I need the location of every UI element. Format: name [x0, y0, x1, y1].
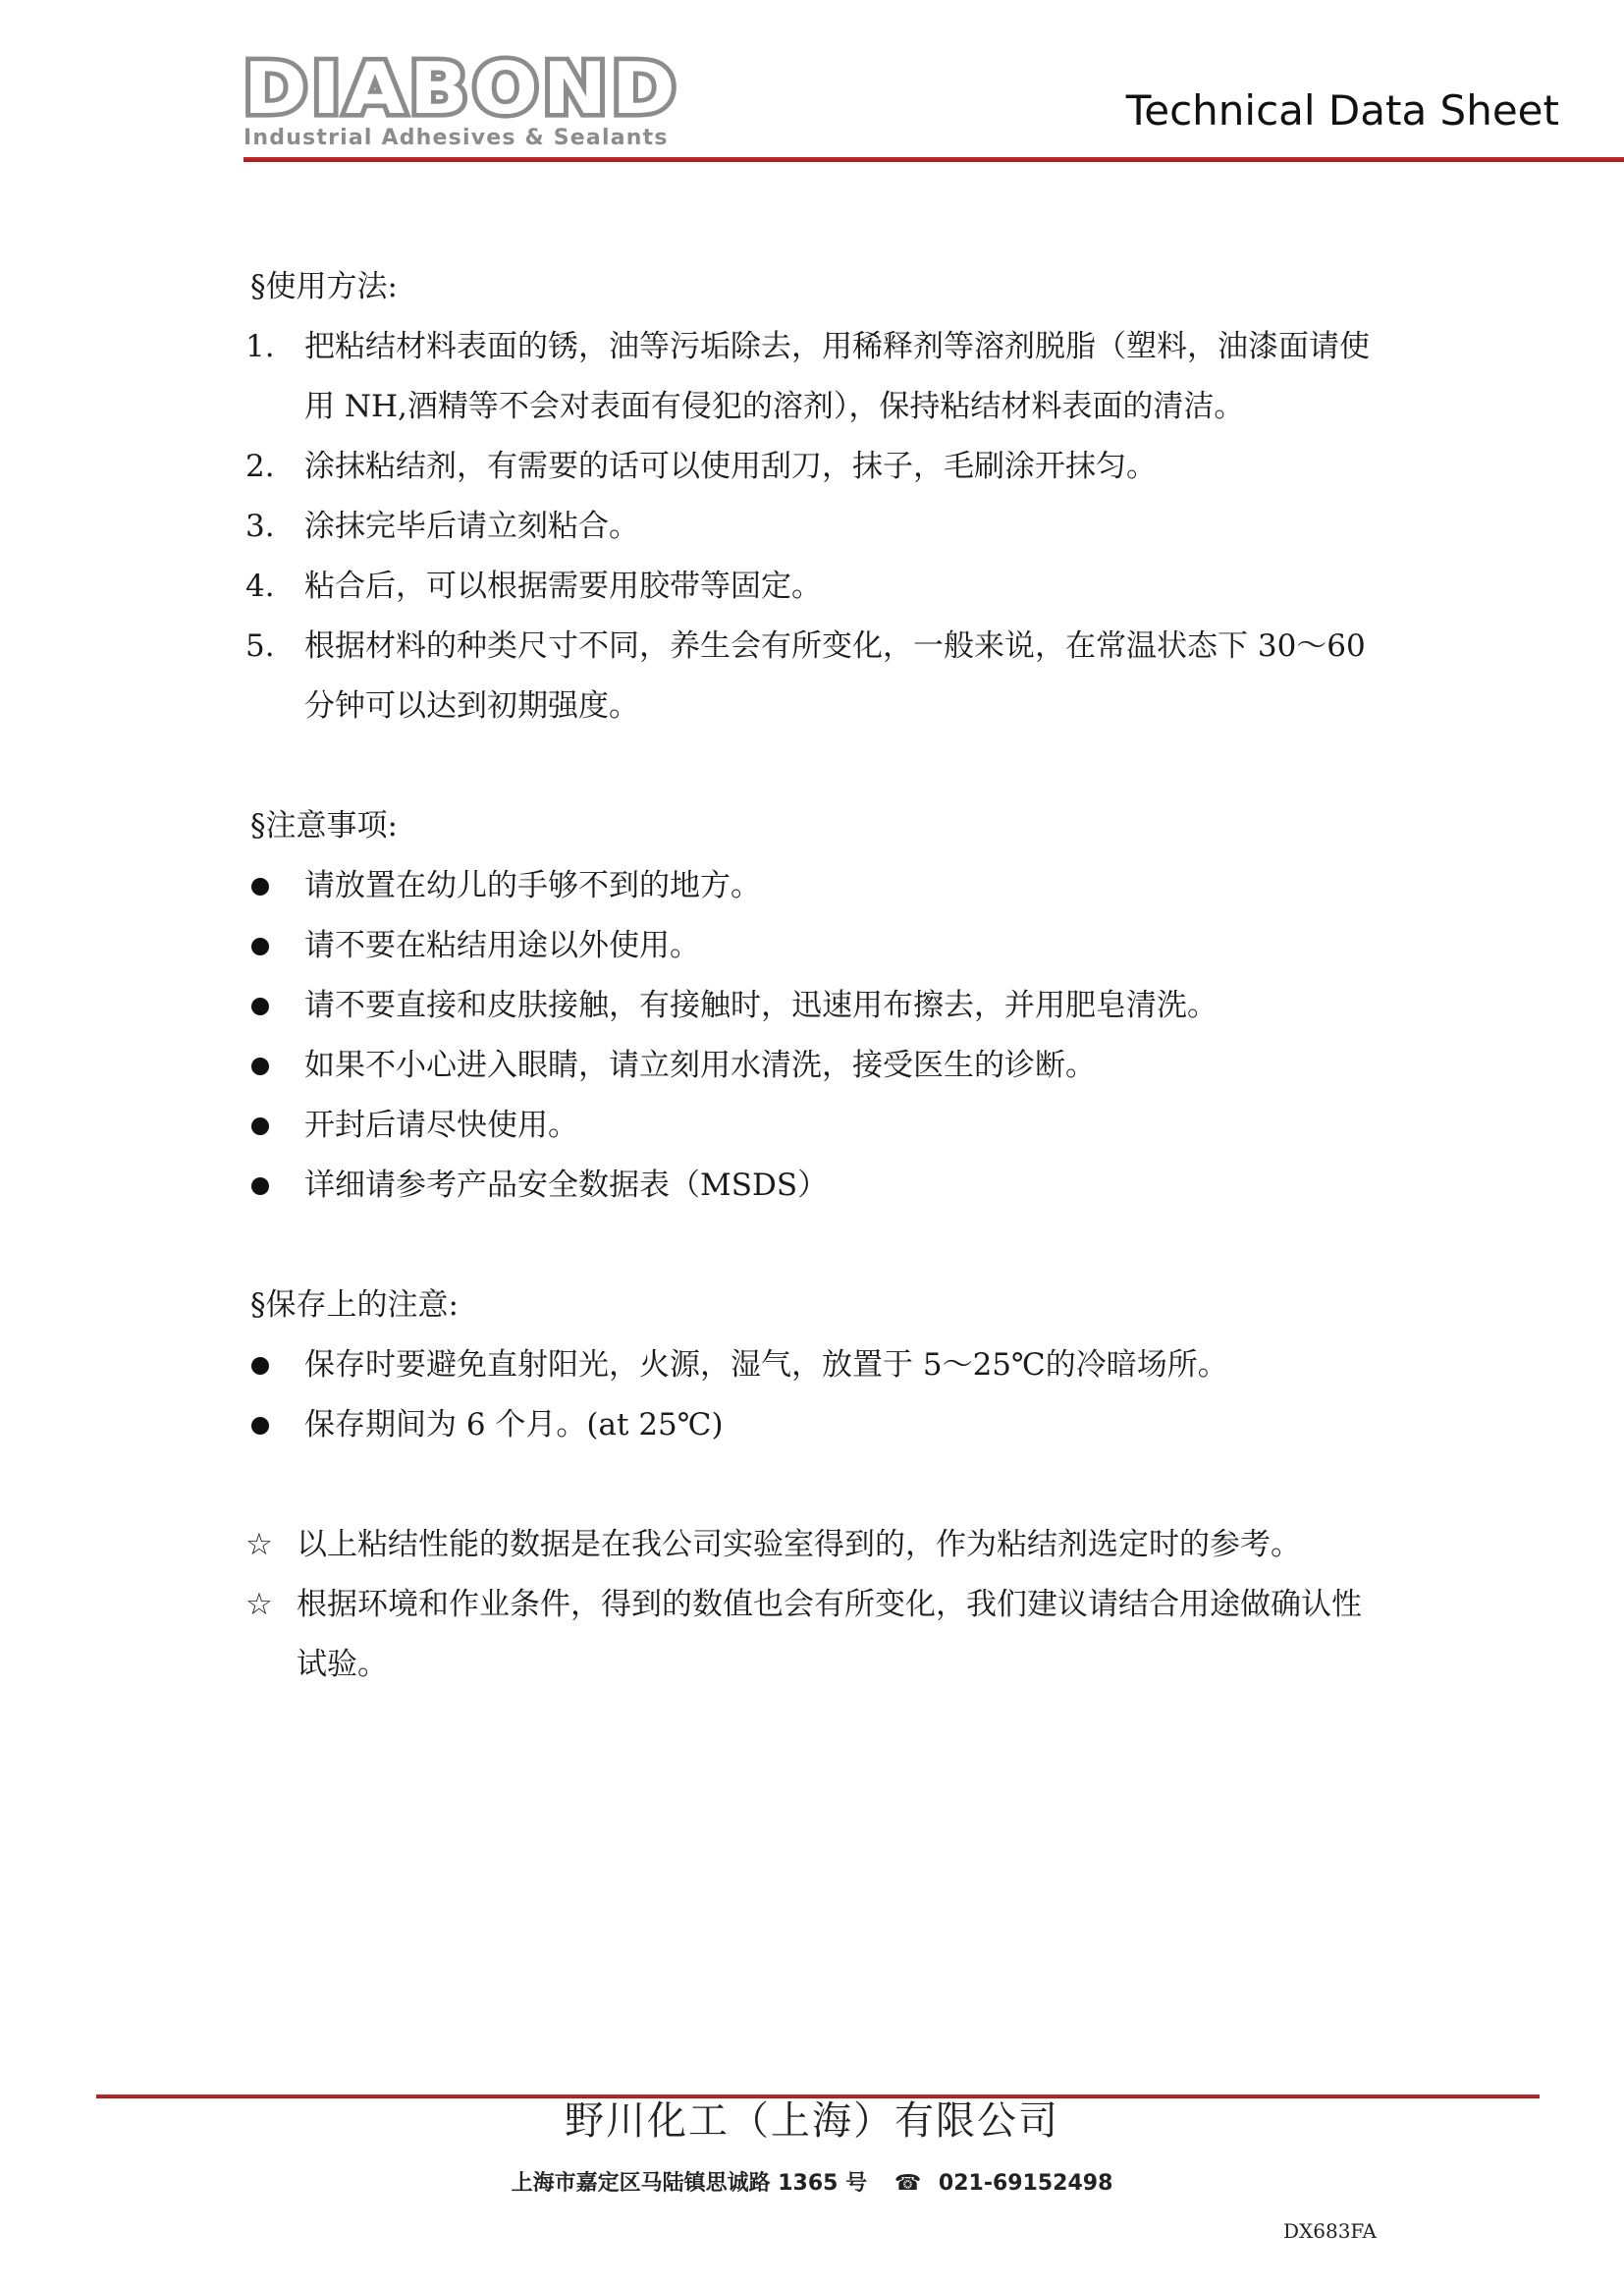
note-item	[245, 1156, 1384, 1216]
note-item	[245, 1036, 1384, 1096]
document-body	[245, 257, 1384, 1695]
step-text: 涂抹粘结剂，有需要的话可以使用刮刀，抹子，毛刷涂开抹匀。	[304, 449, 1157, 484]
document-code: DX683FA	[1282, 2219, 1377, 2243]
note-text: 请放置在幼儿的手够不到的地方。	[304, 868, 761, 903]
notes-list	[245, 856, 1384, 1216]
header-divider	[244, 157, 1624, 162]
usage-step	[245, 557, 1384, 617]
bullet-icon	[251, 1417, 269, 1435]
note-text: 请不要在粘结用途以外使用。	[304, 928, 700, 963]
usage-steps-list	[245, 317, 1384, 736]
logo-tagline: Industrial Adhesives & Sealants	[244, 126, 669, 150]
note-item	[245, 1096, 1384, 1156]
bullet-icon	[251, 1357, 269, 1375]
storage-list	[245, 1335, 1384, 1455]
usage-step	[245, 497, 1384, 557]
note-text: 请不要直接和皮肤接触，有接触时，迅速用布擦去，并用肥皂清洗。	[304, 988, 1218, 1023]
step-number: 2.	[245, 449, 275, 484]
note-item	[245, 856, 1384, 916]
remark-text: 以上粘结性能的数据是在我公司实验室得到的，作为粘结剂选定时的参考。	[297, 1527, 1301, 1562]
storage-item	[245, 1335, 1384, 1395]
section-gap	[245, 1216, 1384, 1276]
usage-step	[245, 617, 1384, 736]
storage-text: 保存期间为 6 个月。(at 25℃)	[304, 1407, 724, 1442]
company-phone: 021-69152498	[938, 2171, 1113, 2196]
bullet-icon	[251, 1177, 269, 1195]
storage-item	[245, 1395, 1384, 1455]
bullet-icon	[251, 998, 269, 1015]
step-number: 3.	[245, 509, 275, 544]
logo-wordmark: DIABOND	[244, 48, 680, 131]
company-contact	[0, 2166, 1624, 2197]
bullet-icon	[251, 938, 269, 955]
document-title: Technical Data Sheet	[1125, 86, 1559, 135]
star-icon: ☆	[245, 1587, 273, 1622]
step-number: 1.	[245, 329, 275, 364]
step-text: 把粘结材料表面的锈，油等污垢除去，用稀释剂等溶剂脱脂（塑料，油漆面请使用 NH,酒精等不会对表面有侵犯的溶剂），保持粘结材料表面的清洁。	[304, 329, 1370, 424]
step-text: 粘合后，可以根据需要用胶带等固定。	[304, 569, 822, 604]
bullet-icon	[251, 1117, 269, 1135]
phone-icon: ☎	[893, 2171, 922, 2196]
usage-step	[245, 317, 1384, 437]
step-text: 根据材料的种类尺寸不同，养生会有所变化，一般来说，在常温状态下 30～60 分钟可以达到初期强度。	[304, 628, 1366, 724]
note-text: 详细请参考产品安全数据表（MSDS）	[304, 1168, 829, 1203]
page-header	[0, 0, 1624, 172]
note-item	[245, 916, 1384, 976]
remarks-list	[245, 1515, 1384, 1695]
step-number: 4.	[245, 569, 275, 604]
note-item	[245, 976, 1384, 1036]
storage-section-title: §保存上的注意:	[250, 1287, 459, 1323]
note-text: 开封后请尽快使用。	[304, 1108, 578, 1143]
remark-item	[245, 1515, 1384, 1575]
usage-step	[245, 437, 1384, 497]
section-gap	[245, 1455, 1384, 1515]
remark-text: 根据环境和作业条件，得到的数值也会有所变化，我们建议请结合用途做确认性试验。	[297, 1587, 1362, 1682]
notes-section-title: §注意事项:	[250, 808, 398, 843]
storage-text: 保存时要避免直射阳光，火源，湿气，放置于 5～25℃的冷暗场所。	[304, 1347, 1228, 1383]
company-name: 野川化工（上海）有限公司	[565, 2098, 1059, 2144]
step-text: 涂抹完毕后请立刻粘合。	[304, 509, 639, 544]
step-number: 5.	[245, 628, 275, 664]
star-icon: ☆	[245, 1527, 273, 1562]
note-text: 如果不小心进入眼睛，请立刻用水清洗，接受医生的诊断。	[304, 1048, 1096, 1083]
section-gap	[245, 736, 1384, 796]
bullet-icon	[251, 878, 269, 896]
remark-item	[245, 1575, 1384, 1695]
company-address: 上海市嘉定区马陆镇思诚路 1365 号	[511, 2171, 868, 2196]
bullet-icon	[251, 1058, 269, 1075]
usage-section-title: §使用方法:	[250, 269, 398, 304]
diabond-logo	[244, 48, 680, 150]
